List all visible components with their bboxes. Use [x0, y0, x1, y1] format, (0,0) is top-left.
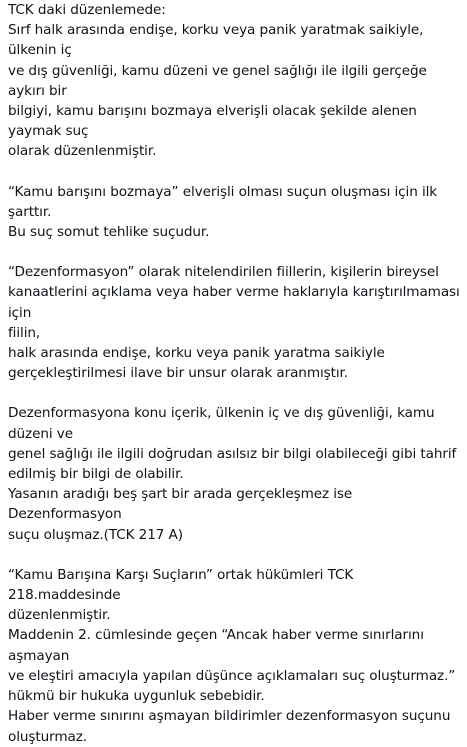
paragraph-gap — [8, 383, 463, 403]
text-line: Sırf halk arasında endişe, korku veya panik yaratmak saikiyle, ülkenin iç — [8, 22, 424, 59]
paragraph-gap — [8, 545, 463, 565]
text-line: Bu suç somut tehlike suçudur. — [8, 224, 210, 241]
text-line: halk arasında endişe, korku veya panik yaratma saikiyle — [8, 345, 385, 362]
text-line: suçu oluşmaz.(TCK 217 A) — [8, 526, 183, 543]
text-line: edilmiş bir bilgi de olabilir. — [8, 466, 184, 483]
heading-line: TCK daki düzenlemede: — [8, 2, 166, 18]
document-body — [8, 0, 463, 747]
text-line: “Kamu barışını bozmaya” elverişli olması suçun oluşması için ilk şarttır. — [8, 183, 438, 220]
text-line: kanaatlerini açıklama veya haber verme haklarıyla karıştırılmaması için — [8, 284, 460, 321]
text-line: hükmü bir hukuka uygunluk sebebidir. — [8, 688, 265, 705]
text-line: “Kamu Barışına Karşı Suçların” ortak hükümleri TCK 218.maddesinde — [8, 566, 354, 604]
text-line: ve eleştiri amacıyla yapılan düşünce açıklamaları suç oluşturmaz.” — [8, 667, 456, 684]
text-line: genel sağlığı ile ilgili doğrudan asılsız bir bilgi olabileceği gibi tahrif — [8, 445, 457, 462]
text-line: fiilin, — [8, 324, 41, 341]
text-line: Maddenin 2. cümlesinde geçen “Ancak haber verme sınırlarını aşmayan — [8, 627, 424, 664]
text-line: düzenlenmiştir. — [8, 607, 111, 624]
paragraph-gap — [8, 162, 463, 182]
text-line: Dezenformasyona konu içerik, ülkenin iç ve dış güvenliği, kamu düzeni ve — [8, 405, 435, 442]
text-line: “Dezenformasyon” olarak nitelendirilen fiillerin, kişilerin bireysel — [8, 264, 439, 281]
text-line: olarak düzenlenmiştir. — [8, 143, 157, 160]
text-line: ve dış güvenliği, kamu düzeni ve genel sağlığı ile ilgili gerçeğe aykırı bir — [8, 62, 427, 99]
text-line: Haber verme sınırını aşmayan bildirimler dezenformasyon suçunu — [8, 708, 451, 725]
text-line: gerçekleştirilmesi ilave bir unsur olarak aranmıştır. — [8, 365, 348, 382]
paragraph-gap — [8, 242, 463, 262]
text-line: Yasanın aradığı beş şart bir arada gerçekleşmez ise Dezenformasyon — [8, 486, 353, 523]
text-line: oluşturmaz. — [8, 728, 88, 745]
text-line: bilgiyi, kamu barışını bozmaya elverişli olacak şekilde alenen yaymak suç — [8, 103, 417, 140]
